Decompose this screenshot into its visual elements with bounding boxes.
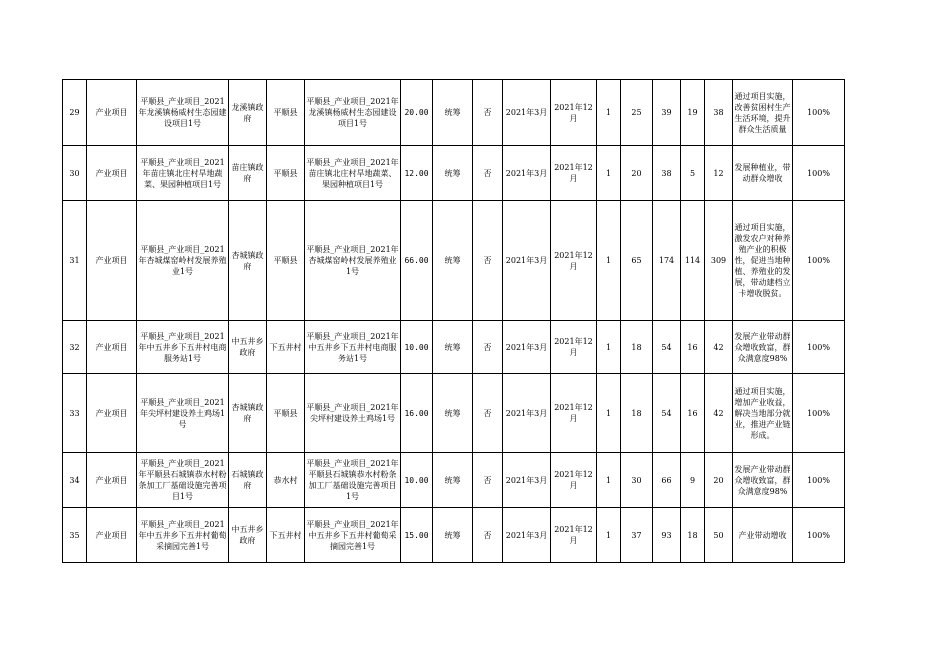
end-date: 2021年12月 (551, 453, 597, 508)
count-3: 39 (653, 80, 681, 146)
count-4: 9 (681, 453, 705, 508)
project-location: 平顺县 (267, 80, 305, 146)
project-location: 平顺县 (267, 201, 305, 321)
project-name: 平顺县_产业项目_2021年中五井乡下五井村电商服务站1号 (137, 321, 229, 374)
project-name: 平顺县_产业项目_2021年苗庄镇北庄村旱地蔬菜、果园种植项目1号 (137, 146, 229, 201)
project-location: 下五井村 (267, 321, 305, 374)
funds: 15.00 (401, 508, 433, 563)
rate: 100% (793, 374, 845, 453)
project-type: 产业项目 (87, 321, 137, 374)
project-content: 平顺县_产业项目_2021年杏城煤窑岭村发展养殖业1号 (305, 201, 401, 321)
table-body (63, 80, 845, 563)
benefit: 通过项目实施，改善贫困村生产生活环境，提升群众生活质量 (733, 80, 793, 146)
implementing-unit: 杏城镇政府 (229, 201, 267, 321)
count-2: 20 (621, 146, 653, 201)
end-date: 2021年12月 (551, 80, 597, 146)
table-row (63, 201, 845, 321)
count-2: 18 (621, 321, 653, 374)
flag: 否 (473, 201, 503, 321)
funds: 10.00 (401, 321, 433, 374)
project-name: 平顺县_产业项目_2021年杏城煤窑岭村发展养殖业1号 (137, 201, 229, 321)
count-2: 30 (621, 453, 653, 508)
count-3: 174 (653, 201, 681, 321)
start-date: 2021年3月 (503, 201, 551, 321)
funds: 20.00 (401, 80, 433, 146)
table-row (63, 321, 845, 374)
funding-method: 统筹 (433, 146, 473, 201)
benefit: 发展种植业，带动群众增收 (733, 146, 793, 201)
row-number: 33 (63, 374, 87, 453)
funds: 66.00 (401, 201, 433, 321)
count-1: 1 (597, 374, 621, 453)
start-date: 2021年3月 (503, 453, 551, 508)
project-location: 平顺县 (267, 374, 305, 453)
funding-method: 统筹 (433, 80, 473, 146)
count-4: 19 (681, 80, 705, 146)
funding-method: 统筹 (433, 321, 473, 374)
start-date: 2021年3月 (503, 80, 551, 146)
table-row (63, 146, 845, 201)
count-1: 1 (597, 80, 621, 146)
table-row (63, 80, 845, 146)
table-row (63, 508, 845, 563)
flag: 否 (473, 321, 503, 374)
count-4: 114 (681, 201, 705, 321)
start-date: 2021年3月 (503, 508, 551, 563)
count-3: 93 (653, 508, 681, 563)
table-row (63, 453, 845, 508)
funds: 10.00 (401, 453, 433, 508)
row-number: 30 (63, 146, 87, 201)
implementing-unit: 中五井乡政府 (229, 508, 267, 563)
benefit: 通过项目实施，激发农户对种养殖产业的积极性，促进当地种植、养殖业的发展，带动建档立卡增收脱贫。 (733, 201, 793, 321)
rate: 100% (793, 453, 845, 508)
count-5: 50 (705, 508, 733, 563)
count-2: 37 (621, 508, 653, 563)
project-name: 平顺县_产业项目_2021年平顺县石城镇恭水村粉条加工厂基础设施完善项目1号 (137, 453, 229, 508)
project-type: 产业项目 (87, 508, 137, 563)
flag: 否 (473, 80, 503, 146)
project-table (62, 79, 845, 563)
funding-method: 统筹 (433, 374, 473, 453)
flag: 否 (473, 508, 503, 563)
count-5: 42 (705, 374, 733, 453)
project-name: 平顺县_产业项目_2021年龙溪镇杨威村生态园建设项目1号 (137, 80, 229, 146)
funds: 16.00 (401, 374, 433, 453)
count-2: 65 (621, 201, 653, 321)
implementing-unit: 苗庄镇政府 (229, 146, 267, 201)
count-3: 54 (653, 374, 681, 453)
implementing-unit: 龙溪镇政府 (229, 80, 267, 146)
project-content: 平顺县_产业项目_2021年中五井乡下五井村电商服务站1号 (305, 321, 401, 374)
end-date: 2021年12月 (551, 321, 597, 374)
end-date: 2021年12月 (551, 374, 597, 453)
count-1: 1 (597, 453, 621, 508)
count-5: 12 (705, 146, 733, 201)
project-type: 产业项目 (87, 374, 137, 453)
row-number: 31 (63, 201, 87, 321)
flag: 否 (473, 374, 503, 453)
benefit: 产业带动增收 (733, 508, 793, 563)
row-number: 29 (63, 80, 87, 146)
count-4: 18 (681, 508, 705, 563)
project-content: 平顺县_产业项目_2021年苗庄镇北庄村旱地蔬菜、果园种植项目1号 (305, 146, 401, 201)
rate: 100% (793, 321, 845, 374)
count-4: 16 (681, 321, 705, 374)
start-date: 2021年3月 (503, 146, 551, 201)
project-type: 产业项目 (87, 201, 137, 321)
count-3: 38 (653, 146, 681, 201)
funds: 12.00 (401, 146, 433, 201)
count-3: 54 (653, 321, 681, 374)
count-1: 1 (597, 321, 621, 374)
start-date: 2021年3月 (503, 374, 551, 453)
count-1: 1 (597, 146, 621, 201)
project-location: 平顺县 (267, 146, 305, 201)
table-row (63, 374, 845, 453)
project-name: 平顺县_产业项目_2021年中五井乡下五井村葡萄采摘园完善1号 (137, 508, 229, 563)
project-content: 平顺县_产业项目_2021年平顺县石城镇恭水村粉条加工厂基础设施完善项目1号 (305, 453, 401, 508)
project-content: 平顺县_产业项目_2021年中五井乡下五井村葡萄采摘园完善1号 (305, 508, 401, 563)
flag: 否 (473, 453, 503, 508)
count-5: 42 (705, 321, 733, 374)
funding-method: 统筹 (433, 508, 473, 563)
count-2: 25 (621, 80, 653, 146)
implementing-unit: 杏城镇政府 (229, 374, 267, 453)
rate: 100% (793, 146, 845, 201)
count-5: 309 (705, 201, 733, 321)
count-3: 66 (653, 453, 681, 508)
benefit: 通过项目实施，增加产业收益，解决当地部分就业，推进产业链形成。 (733, 374, 793, 453)
row-number: 34 (63, 453, 87, 508)
funding-method: 统筹 (433, 201, 473, 321)
implementing-unit: 中五井乡政府 (229, 321, 267, 374)
row-number: 35 (63, 508, 87, 563)
project-type: 产业项目 (87, 453, 137, 508)
rate: 100% (793, 508, 845, 563)
count-4: 16 (681, 374, 705, 453)
benefit: 发展产业带动群众增收致富，群众满意度98% (733, 321, 793, 374)
count-5: 20 (705, 453, 733, 508)
end-date: 2021年12月 (551, 201, 597, 321)
rate: 100% (793, 201, 845, 321)
start-date: 2021年3月 (503, 321, 551, 374)
project-location: 下五井村 (267, 508, 305, 563)
end-date: 2021年12月 (551, 146, 597, 201)
project-content: 平顺县_产业项目_2021年龙溪镇杨威村生态园建设项目1号 (305, 80, 401, 146)
flag: 否 (473, 146, 503, 201)
count-1: 1 (597, 201, 621, 321)
benefit: 发展产业带动群众增收致富，群众满意度98% (733, 453, 793, 508)
rate: 100% (793, 80, 845, 146)
implementing-unit: 石城镇政府 (229, 453, 267, 508)
funding-method: 统筹 (433, 453, 473, 508)
project-type: 产业项目 (87, 80, 137, 146)
end-date: 2021年12月 (551, 508, 597, 563)
count-1: 1 (597, 508, 621, 563)
project-name: 平顺县_产业项目_2021年尖坪村建设养土鸡场1号 (137, 374, 229, 453)
count-5: 38 (705, 80, 733, 146)
project-content: 平顺县_产业项目_2021年尖坪村建设养土鸡场1号 (305, 374, 401, 453)
project-type: 产业项目 (87, 146, 137, 201)
count-4: 5 (681, 146, 705, 201)
project-location: 恭水村 (267, 453, 305, 508)
row-number: 32 (63, 321, 87, 374)
count-2: 18 (621, 374, 653, 453)
